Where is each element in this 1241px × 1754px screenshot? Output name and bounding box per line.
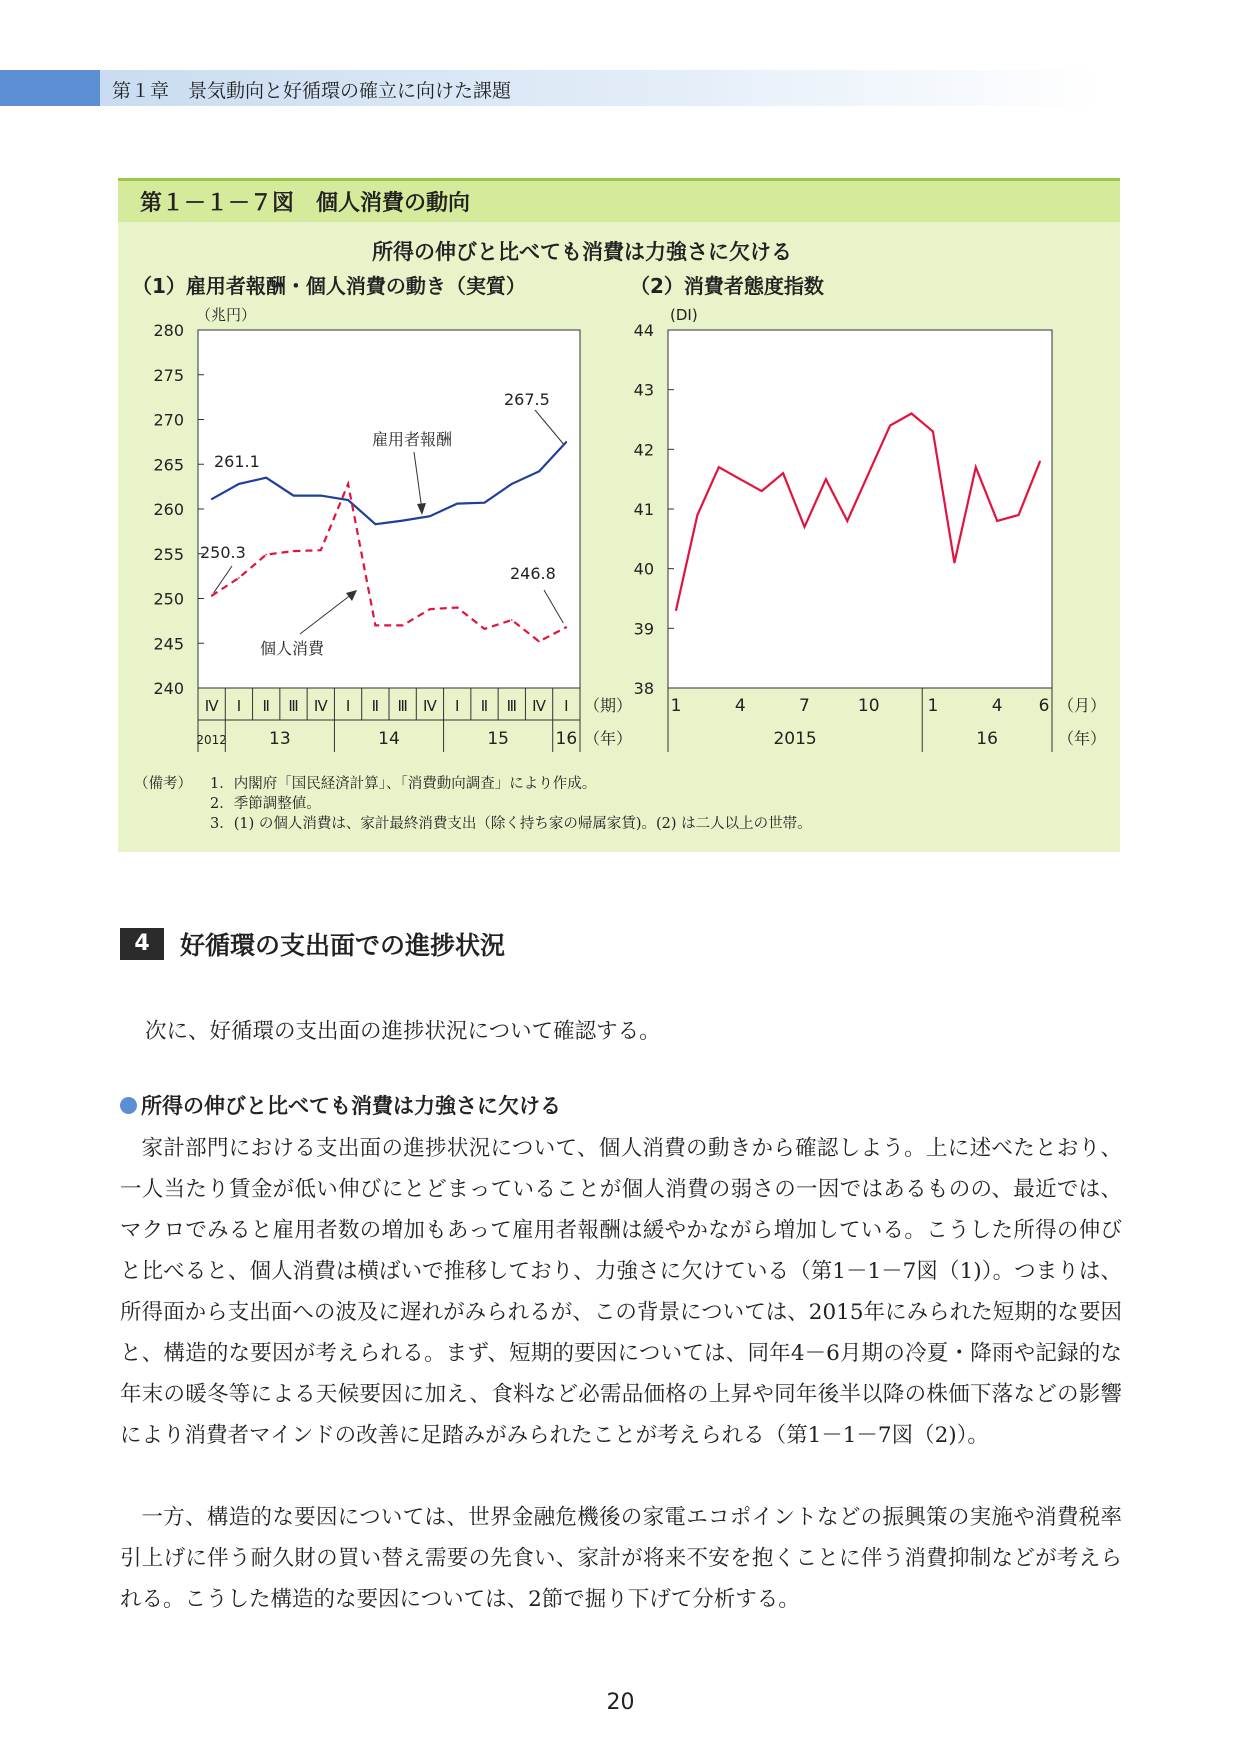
subheading bbox=[120, 1090, 561, 1120]
x-tick-label: Ⅳ bbox=[423, 697, 437, 715]
section-title: 好循環の支出面での進捗状況 bbox=[180, 931, 506, 960]
body-paragraph-1: 家計部門における支出面の進捗状況について、個人消費の動きから確認しよう。上に述べたとおり、一人当たり賃金が低い伸びにとどまっていることが個人消費の弱さの一因ではあるものの、最近では、マクロでみると雇用者数の増加もあって雇用者報酬は緩やかながら増加している。こうした所得の伸びと比べると、個人消費は横ばいで推移しており、力強さに欠けている（第1－1－7図（1)）。つまりは、所得面から支出面への波及に遅れがみられるが、この背景については、2015年にみられた短期的な要因と、構造的な要因が考えられる。まず、短期的要因については、同年4－6月期の冷夏・降雨や記録的な年末の暖冬等による天候要因に加え、食料など必需品価格の上昇や同年後半以降の株価下落などの影響により消費者マインドの改善に足踏みがみられたことが考えられる（第1－1－7図（2)）。 bbox=[120, 1136, 1122, 1448]
data-point bbox=[761, 490, 763, 492]
y-tick-label: 44 bbox=[633, 321, 654, 340]
x-tick-label: Ⅱ bbox=[262, 697, 270, 715]
data-point bbox=[320, 549, 322, 551]
panel1-title: （1）雇用者報酬・個人消費の動き（実質） bbox=[132, 274, 526, 298]
data-point bbox=[975, 466, 977, 468]
note-2: 2．季節調整値。 bbox=[210, 796, 321, 812]
x-tick-label: Ⅳ bbox=[313, 697, 328, 715]
data-point bbox=[456, 607, 458, 609]
year-label: 14 bbox=[378, 729, 400, 749]
chart-compensation-consumption bbox=[153, 306, 632, 752]
note-3: 3．(1) の個人消費は、家計最終消費支出（除く持ち家の帰属家賃)。(2) は二人以上の世帯。 bbox=[210, 816, 812, 832]
year-axis-unit: （年） bbox=[1058, 729, 1107, 748]
x-tick-label: Ⅲ bbox=[288, 697, 299, 715]
data-label: 267.5 bbox=[504, 390, 550, 409]
data-point bbox=[846, 520, 848, 522]
year-label: 13 bbox=[269, 729, 291, 749]
year-label: 2012 bbox=[196, 733, 227, 747]
data-point bbox=[265, 554, 267, 556]
series-label: 個人消費 bbox=[260, 639, 325, 658]
y-tick-label: 42 bbox=[633, 440, 654, 460]
chapter-title: 第１章 景気動向と好循環の確立に向けた課題 bbox=[112, 80, 512, 102]
data-point bbox=[868, 472, 870, 474]
figure-subtitle: 所得の伸びと比べても消費は力強さに欠ける bbox=[372, 240, 792, 264]
y-tick-label: 260 bbox=[153, 500, 184, 519]
year-label: 16 bbox=[555, 729, 578, 749]
page-number: 20 bbox=[606, 1690, 635, 1715]
plot-area-1 bbox=[198, 330, 580, 688]
data-point bbox=[456, 503, 458, 505]
data-point bbox=[739, 478, 741, 480]
x-tick-label: Ⅰ bbox=[345, 697, 351, 715]
data-point bbox=[402, 625, 404, 627]
data-point bbox=[484, 502, 486, 504]
x-tick-label: 4 bbox=[734, 696, 746, 716]
y-tick-label: 265 bbox=[153, 455, 184, 475]
data-point bbox=[996, 520, 998, 522]
body-paragraph-2: 一方、構造的な要因については、世界金融危機後の家電エコポイントなどの振興策の実施や消費税率引上げに伴う耐久財の買い替え需要の先食い、家計が将来不安を抱くことに伴う消費抑制などが考えられる。こうした構造的な要因については、2節で掘り下げて分析する。 bbox=[120, 1505, 1122, 1612]
x-tick-label: Ⅰ bbox=[454, 697, 460, 715]
data-point bbox=[402, 520, 404, 522]
series-label: 雇用者報酬 bbox=[372, 430, 453, 449]
x-tick-label: 4 bbox=[991, 696, 1003, 716]
data-point bbox=[1039, 460, 1041, 462]
y-tick-label: 275 bbox=[153, 365, 184, 385]
data-point bbox=[718, 466, 720, 468]
data-label: 250.3 bbox=[200, 543, 246, 562]
x-tick-label: Ⅳ bbox=[204, 697, 219, 715]
year-label: 15 bbox=[487, 729, 509, 749]
y-tick-label: 250 bbox=[153, 589, 184, 609]
y-axis-unit: (DI) bbox=[670, 306, 698, 324]
year-axis-unit: （年） bbox=[584, 729, 633, 748]
y-tick-label: 280 bbox=[153, 321, 184, 340]
section-number: 4 bbox=[120, 928, 164, 960]
x-tick-label: 1 bbox=[670, 696, 682, 716]
data-point bbox=[293, 495, 295, 497]
x-axis-unit: （月） bbox=[1058, 696, 1107, 715]
data-point bbox=[511, 619, 513, 621]
plot-area-2 bbox=[668, 330, 1052, 688]
y-tick-label: 38 bbox=[633, 679, 654, 698]
year-label: 2015 bbox=[773, 729, 817, 749]
x-tick-label: Ⅱ bbox=[480, 697, 489, 715]
chart-consumer-confidence bbox=[634, 306, 1106, 752]
data-point bbox=[238, 577, 240, 579]
data-label: 261.1 bbox=[214, 452, 260, 471]
x-tick-label: 6 bbox=[1038, 696, 1050, 716]
x-tick-label: Ⅰ bbox=[236, 697, 242, 715]
y-tick-label: 245 bbox=[153, 634, 184, 654]
data-point bbox=[538, 641, 540, 643]
x-tick-label: 1 bbox=[927, 696, 939, 716]
data-point bbox=[484, 628, 486, 630]
data-point bbox=[293, 550, 295, 552]
bullet-icon bbox=[120, 1097, 137, 1114]
data-point bbox=[825, 478, 827, 480]
x-tick-label: Ⅲ bbox=[397, 697, 408, 715]
x-tick-label: Ⅰ bbox=[564, 697, 569, 715]
data-point bbox=[675, 610, 677, 612]
x-tick-label: 7 bbox=[799, 696, 810, 716]
data-point bbox=[782, 472, 784, 474]
data-point bbox=[538, 471, 540, 473]
x-tick-label: Ⅳ bbox=[532, 697, 546, 715]
year-label: 16 bbox=[976, 729, 998, 749]
data-label: 246.8 bbox=[510, 564, 556, 583]
x-tick-label: Ⅲ bbox=[506, 697, 517, 715]
intro-paragraph: 次に、好循環の支出面の進捗状況について確認する。 bbox=[145, 1019, 661, 1044]
data-point bbox=[347, 499, 349, 501]
y-tick-label: 40 bbox=[633, 559, 654, 579]
data-point bbox=[238, 483, 240, 485]
data-point bbox=[932, 431, 934, 433]
data-point bbox=[697, 514, 699, 516]
data-point bbox=[211, 595, 213, 597]
data-point bbox=[804, 526, 806, 528]
y-axis-unit: （兆円） bbox=[196, 306, 257, 324]
data-point bbox=[375, 523, 377, 525]
data-point bbox=[211, 498, 213, 500]
charts-svg bbox=[118, 300, 1118, 770]
data-point bbox=[911, 413, 913, 415]
data-point bbox=[429, 608, 431, 610]
notes-head: （備考） bbox=[134, 776, 192, 792]
data-point bbox=[320, 495, 322, 497]
y-tick-label: 255 bbox=[153, 544, 184, 564]
chapter-header-accent bbox=[0, 70, 100, 106]
data-point bbox=[265, 477, 267, 479]
data-point bbox=[566, 626, 568, 628]
y-tick-label: 43 bbox=[633, 380, 654, 400]
y-tick-label: 240 bbox=[153, 679, 184, 698]
data-point bbox=[954, 562, 956, 564]
y-tick-label: 270 bbox=[153, 410, 184, 430]
y-tick-label: 39 bbox=[633, 619, 654, 639]
subheading-text: 所得の伸びと比べても消費は力強さに欠ける bbox=[141, 1094, 561, 1118]
data-point bbox=[1018, 514, 1020, 516]
x-axis-unit: （期） bbox=[584, 696, 633, 715]
data-point bbox=[375, 625, 377, 627]
y-tick-label: 41 bbox=[633, 500, 654, 519]
data-point bbox=[429, 515, 431, 517]
x-tick-label: Ⅱ bbox=[371, 697, 380, 715]
panel2-title: （2）消費者態度指数 bbox=[630, 274, 824, 298]
data-point bbox=[511, 483, 513, 485]
data-point bbox=[347, 483, 349, 485]
figure-title: 第１－１－７図 個人消費の動向 bbox=[140, 191, 471, 216]
note-1: 1．内閣府「国民経済計算」、「消費動向調査」により作成。 bbox=[210, 776, 597, 792]
data-point bbox=[566, 441, 568, 443]
data-point bbox=[889, 425, 891, 427]
x-tick-label: 10 bbox=[857, 696, 880, 716]
